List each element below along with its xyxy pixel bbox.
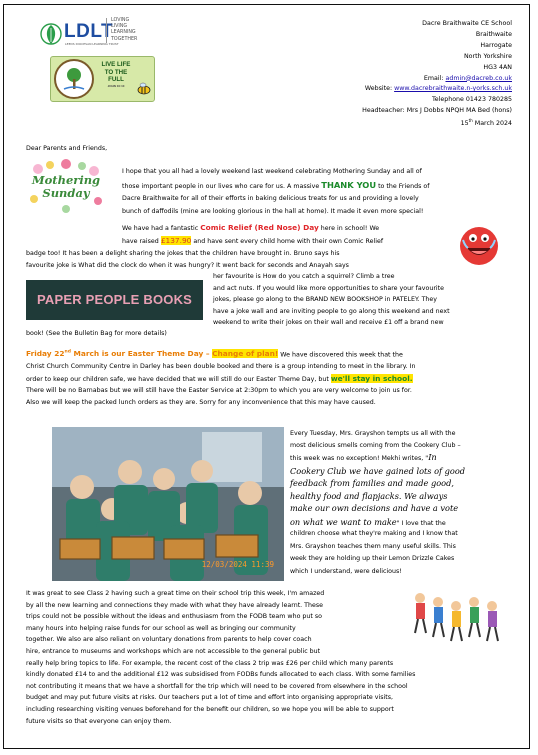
address-line: HG3 4AN — [483, 63, 512, 71]
quote-line: feedback from families and made good, — [290, 478, 454, 489]
address-line: North Yorkshire — [463, 52, 512, 60]
email-link[interactable]: admin@dacreb.co.uk — [445, 74, 512, 82]
bee-icon — [135, 81, 153, 97]
cookery-paragraph: Every Tuesday, Mrs. Grayshon tempts us all with the most delicious smells coming from the Cookery Club – this week was no exception! Mekhi writes, "In Cookery Club we have gained lots of good feedback from families and made good, healthy food and flapjacks. We always make our own decisions and have a vote on what we want to make" I love that the children choose what they're making and I know that Mrs. Grayshon teaches them many useful skills. This week they are holding up their Lemon Drizzle Cakes which I understand, were delicious! — [290, 430, 466, 576]
bookshop-name: PAPER PEOPLE BOOKS — [36, 292, 193, 307]
photo-timestamp: 12/03/2024 11:39 — [201, 560, 274, 569]
motto-line: FULL — [108, 76, 124, 83]
comic-bulletin-line: book! (See the Bulletin Bag for more details) — [26, 330, 167, 337]
quote-line: make our own decisions and have a vote — [290, 502, 459, 513]
tagline — [106, 18, 137, 43]
quote-line: on what we want to make — [290, 517, 397, 527]
address-line: Harrogate — [480, 41, 512, 49]
motto-line: LIVE LIFE — [101, 61, 131, 68]
school-name: Dacre Braithwaite CE School — [422, 20, 512, 27]
comic-continued: badge too! It has been a delight sharing the jokes that the children have brought in. Bruno says his favourite joke is What did the clock do when it was hungry? It went back for seconds and Anayah says — [26, 250, 349, 269]
tagline-line: LEARNING — [111, 30, 136, 36]
ldlt-text: LDLT — [64, 21, 114, 42]
badge-motto — [97, 61, 135, 88]
mothering-title: Mothering Sunday — [31, 173, 101, 200]
children-walking-icon — [410, 588, 510, 646]
amount-raised: £137.90 — [160, 236, 192, 246]
comic-bookshop-text: her favourite is How do you catch a squirrel? Climb a tree and act nuts. If you would like more opportunities to share your favourite jokes, please go along to the BRAND NEW BOOKSHOP in PATELEY. They have a joke wall and are inviting people to go along this weekend and next weekend to write their jokes on their wall and receive £1 off a brand new — [213, 273, 450, 327]
mothering-sunday-image — [26, 159, 106, 214]
bookshop-logo — [26, 280, 203, 320]
change-of-plan: Change of plan! — [212, 349, 279, 359]
tagline-line: LIVING — [111, 24, 128, 30]
email-label: Email: — [423, 74, 446, 82]
ldlt-subtitle: LEEDS DIOCESAN LEARNING TRUST — [65, 42, 119, 46]
website-line — [362, 84, 512, 95]
website-link[interactable]: www.dacrebraithwaite.n-yorks.sch.uk — [394, 85, 512, 93]
children-photo-icon — [52, 427, 284, 581]
cookery-club-photo — [52, 427, 284, 581]
mothering-paragraph: I hope that you all had a lovely weekend last weekend celebrating Mothering Sunday and all of those important people in our lives who care for us. A massive THANK YOU to the Friends of Dacre Braithwaite for all of their efforts in baking delicious treats for us and providing a lovely bunch of daffodils (mine are looking glorious in the hall at home). It made it even more special! — [122, 168, 430, 215]
red-nose-face-icon — [455, 224, 503, 268]
easter-heading: Friday 22nd March is our Easter Theme Day – — [26, 349, 213, 359]
headteacher: Headteacher: Mrs J Dobbs NPQH MA Bed (hons) — [362, 107, 512, 115]
easter-paragraph: Friday 22nd March is our Easter Theme Day – Change of plan! We have discovered this week that the Christ Church Community Centre in Darley has been double booked and there is a group intending to meet in the library. In order to keep our children safe, we have decided that we will still do our Easter Theme Day, but we'll stay in school. There will be no Barnabas but we will still have the Easter Service at 2:30pm to which you are very welcome to join us for. Also we will keep the packed lunch orders as they are. Sorry for any inconvenience that this may have caused. — [26, 349, 416, 406]
telephone: Telephone 01423 780285 — [431, 96, 512, 104]
motto-ref: JOHN 10:10 — [107, 83, 125, 88]
badge-emblem — [54, 59, 94, 99]
tagline-line: TOGETHER — [111, 36, 138, 42]
letter-date: 15th March 2024 — [460, 118, 512, 128]
quote-line: Cookery Club we have gained lots of good — [290, 466, 466, 477]
website-label: Website: — [364, 85, 395, 93]
school-badge — [50, 56, 155, 102]
address-line: Braithwaite — [475, 30, 512, 38]
comic-relief-paragraph: We have had a fantastic Comic Relief (Red Nose) Day here in school! We have raised £137.90 and have sent every child home with their own Comic Relief — [122, 223, 384, 246]
badge-ring-text — [54, 99, 96, 100]
thank-you-text: THANK YOU — [321, 179, 377, 190]
leaf-icon — [40, 18, 62, 50]
comic-relief-title: Comic Relief (Red Nose) Day — [200, 223, 319, 232]
tree-icon — [56, 61, 92, 97]
greeting: Dear Parents and Friends, — [26, 145, 108, 152]
stay-in-school: we'll stay in school. — [330, 373, 413, 383]
address-block — [362, 19, 512, 128]
motto-line: TO THE — [104, 68, 128, 76]
trip-paragraph-top: It was great to see Class 2 having such a great time on their school trip this week, I'm amazed by all the new learning and connections they made with what they have already learnt. These trips could not be possible without the ideas and enthusiasm from the FODB team who put so many hours into helping raise funds for our school as well as bringing our community together. We also are also reliant on voluntary donations from parents to help cover coach hire, entrance to museums and workshops which are not accessible to the general public but really help bring topics to life. For example, the recent cost of the class 2 trip was £26 per child which many parents kindly donated £14 to and the additional £12 was subsidised from FODBs funds allocated to each class. With some families not contributing it means that we have a shortfall for the trip which will need to be covered from elsewhere in the school budget and may put future visits at risks. Our teachers put a lot of time and effort into organising appropriate visits, including researching visiting venues beforehand for the benefit our children, so we hope you will be able to support future visits so that everyone can enjoy them. — [26, 590, 416, 725]
quote-line: healthy food and flapjacks. We always — [290, 490, 448, 501]
email-line — [362, 74, 512, 85]
tagline-line: LOVING — [111, 18, 130, 23]
